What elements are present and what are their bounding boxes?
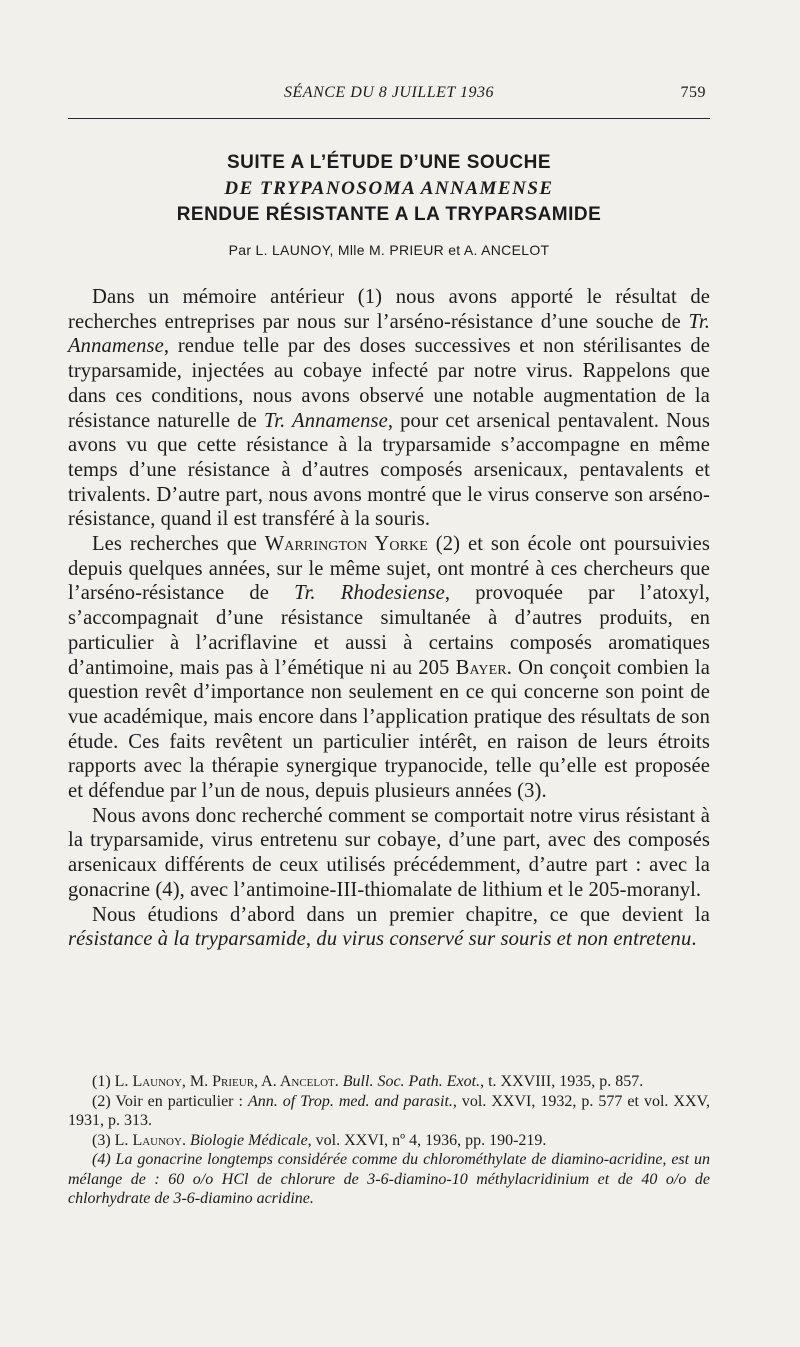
footnote-2: (2) Voir en particulier : Ann. of Trop. med. and parasit., vol. XXVI, 1932, p. 577 et vol. XXV, 1931, p. 313. — [68, 1092, 711, 1129]
footnotes — [68, 1072, 710, 1209]
running-title: SÉANCE DU 8 JUILLET 1936 — [284, 84, 494, 101]
paragraph-3: Nous avons donc recherché comment se comportait notre virus résistant à la tryparsamide, virus entretenu sur cobaye, d’une part, avec des composés arsenicaux différents de ceux utilisés précédemment, d’autre part : avec la gonacrine (4), avec l’antimoine-III-thiomalate de lithium et le 205-moranyl. — [68, 804, 710, 901]
page-number: 759 — [680, 84, 706, 101]
running-header — [68, 84, 710, 108]
title-line-1: SUITE A L’ÉTUDE D’UNE SOUCHE — [226, 152, 551, 173]
header-rule — [68, 118, 710, 119]
title-line-3: RENDUE RÉSISTANTE A LA TRYPARSAMIDE — [176, 204, 602, 225]
footnote-1: (1) L. Launoy, M. Prieur, A. Ancelot. Bull. Soc. Path. Exot., t. XXVIII, 1935, p. 857. — [92, 1073, 644, 1090]
title-line-2: DE TRYPANOSOMA ANNAMENSE — [224, 178, 554, 199]
paragraph-4: Nous étudions d’abord dans un premier chapitre, ce que devient la résistance à la tryparsamide, du virus conservé sur souris et non entretenu. — [68, 903, 710, 951]
article-title — [68, 150, 710, 228]
footnote-4: (4) La gonacrine longtemps considérée comme du chlorométhylate de diamino-acridine, est un mélange de : 60 o/o HCl de chlorure de 3-6-diamino-10 méthylacridinium et de 40 o/o de chlorhydrate de 3-6-diamino acridine. — [68, 1151, 710, 1207]
footnote-3: (3) L. Launoy. Biologie Médicale, vol. XXVI, nº 4, 1936, pp. 190-219. — [92, 1131, 547, 1149]
article-body — [68, 285, 710, 952]
paragraph-2: Les recherches que Warrington Yorke (2) et son école ont poursuivies depuis quelques années, sur le même sujet, ont montré à ces chercheurs que l’arséno-résistance de Tr. Rhodesiense, provoquée par l’atoxyl, s’accompagnait d’une résistance simultanée à d’autres produits, en particulier à l’acriflavine et aussi à certains composés aromatiques d’antimoine, mais pas à l’émétique ni au 205 Bayer. On conçoit combien la question revêt d’importance non seulement en ce qui concerne son point de vue académique, mais encore dans l’application pratique des résultats de son étude. Ces faits revêtent un particulier intérêt, en raison de leurs étroits rapports avec la thérapie synergique trypanocide, telle qu’elle est proposée et défendue par l’un de nous, depuis plusieurs années (3). — [68, 533, 711, 803]
authors-line: Par L. LAUNOY, Mlle M. PRIEUR et A. ANCELOT — [228, 242, 550, 258]
paragraph-1: Dans un mémoire antérieur (1) nous avons apporté le résultat de recherches entreprises par nous sur l’arséno-résistance d’une souche de Tr. Annamense, rendue telle par des doses successives et non stérilisantes de tryparsamide, injectées au cobaye infecté par notre virus. Rappelons que dans ces conditions, nous avons observé une notable augmentation de la résistance naturelle de Tr. Annamense, pour cet arsenical pentavalent. Nous avons vu que cette résistance à la tryparsamide s’accompagne en même temps d’une résistance à d’autres composés arsenicaux, pentavalents et trivalents. D’autre part, nous avons montré que le virus conserve son arséno-résistance, quand il est transféré à la souris. — [68, 286, 710, 531]
